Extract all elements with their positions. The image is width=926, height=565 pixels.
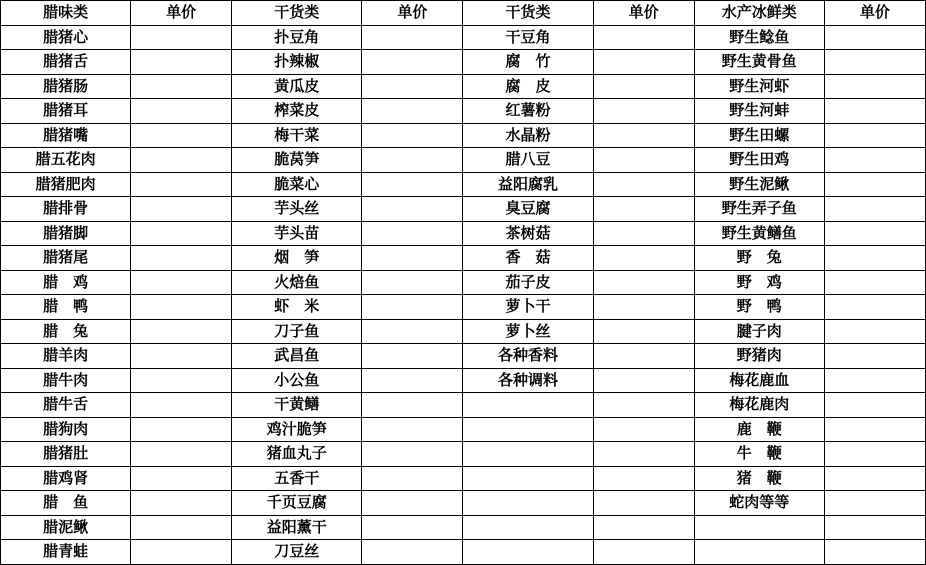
- item-name-cell: 腊猪心: [1, 25, 131, 50]
- price-cell[interactable]: [362, 172, 463, 197]
- price-cell[interactable]: [824, 515, 925, 540]
- price-cell[interactable]: [362, 74, 463, 99]
- item-name-cell: [694, 540, 824, 565]
- price-cell[interactable]: [131, 246, 232, 271]
- column-header-category-1: 腊味类: [1, 1, 131, 26]
- item-name-cell: 腐 竹: [463, 50, 593, 75]
- item-name-cell: 红薯粉: [463, 99, 593, 124]
- item-name-cell: 腊羊肉: [1, 344, 131, 369]
- item-name-cell: 猪 鞭: [694, 466, 824, 491]
- price-cell[interactable]: [362, 442, 463, 467]
- column-header-price-4: 单价: [824, 1, 925, 26]
- table-row: [1, 515, 926, 540]
- price-cell[interactable]: [824, 368, 925, 393]
- table-row: [1, 319, 926, 344]
- table-row: [1, 540, 926, 565]
- item-name-cell: 梅花鹿肉: [694, 393, 824, 418]
- item-name-cell: [463, 540, 593, 565]
- item-name-cell: 刀豆丝: [232, 540, 362, 565]
- price-cell[interactable]: [362, 417, 463, 442]
- column-header-price-2: 单价: [362, 1, 463, 26]
- item-name-cell: [463, 466, 593, 491]
- table-header: [1, 1, 926, 26]
- table-row: [1, 466, 926, 491]
- table-row: [1, 74, 926, 99]
- price-cell[interactable]: [131, 172, 232, 197]
- item-name-cell: 腊狗肉: [1, 417, 131, 442]
- price-cell[interactable]: [824, 466, 925, 491]
- item-name-cell: 脆菜心: [232, 172, 362, 197]
- price-cell[interactable]: [593, 540, 694, 565]
- item-name-cell: 益阳薰干: [232, 515, 362, 540]
- price-cell[interactable]: [824, 123, 925, 148]
- item-name-cell: 水晶粉: [463, 123, 593, 148]
- price-cell[interactable]: [824, 99, 925, 124]
- price-cell[interactable]: [593, 393, 694, 418]
- price-cell[interactable]: [362, 515, 463, 540]
- table-row: [1, 123, 926, 148]
- item-name-cell: 火焙鱼: [232, 270, 362, 295]
- item-name-cell: 腊猪舌: [1, 50, 131, 75]
- item-name-cell: 野生弄子鱼: [694, 197, 824, 222]
- item-name-cell: 臭豆腐: [463, 197, 593, 222]
- table-row: [1, 50, 926, 75]
- item-name-cell: 各种香料: [463, 344, 593, 369]
- item-name-cell: 野生鲶鱼: [694, 25, 824, 50]
- item-name-cell: 腊 鱼: [1, 491, 131, 516]
- price-cell[interactable]: [362, 99, 463, 124]
- item-name-cell: 腱子肉: [694, 319, 824, 344]
- table-row: [1, 417, 926, 442]
- price-cell[interactable]: [593, 368, 694, 393]
- item-name-cell: 芋头苗: [232, 221, 362, 246]
- price-cell[interactable]: [362, 368, 463, 393]
- table-row: [1, 25, 926, 50]
- item-name-cell: 野生河蚌: [694, 99, 824, 124]
- price-cell[interactable]: [593, 25, 694, 50]
- price-cell[interactable]: [593, 197, 694, 222]
- price-cell[interactable]: [131, 221, 232, 246]
- item-name-cell: 五香干: [232, 466, 362, 491]
- item-name-cell: 腊 兔: [1, 319, 131, 344]
- price-cell[interactable]: [824, 417, 925, 442]
- item-name-cell: 腊猪肥肉: [1, 172, 131, 197]
- item-name-cell: 干豆角: [463, 25, 593, 50]
- item-name-cell: 野 鸡: [694, 270, 824, 295]
- item-name-cell: 黄瓜皮: [232, 74, 362, 99]
- price-cell[interactable]: [593, 344, 694, 369]
- table-row: [1, 295, 926, 320]
- price-cell[interactable]: [131, 74, 232, 99]
- item-name-cell: 野生黄骨鱼: [694, 50, 824, 75]
- item-name-cell: 脆莴笋: [232, 148, 362, 173]
- item-name-cell: 腊牛舌: [1, 393, 131, 418]
- price-cell[interactable]: [593, 148, 694, 173]
- item-name-cell: 萝卜干: [463, 295, 593, 320]
- header-row: [1, 1, 926, 26]
- item-name-cell: 腊五花肉: [1, 148, 131, 173]
- column-header-price-1: 单价: [131, 1, 232, 26]
- price-cell[interactable]: [593, 99, 694, 124]
- item-name-cell: 刀子鱼: [232, 319, 362, 344]
- item-name-cell: 各种调料: [463, 368, 593, 393]
- table-row: [1, 344, 926, 369]
- price-cell[interactable]: [362, 50, 463, 75]
- item-name-cell: 茶树菇: [463, 221, 593, 246]
- item-name-cell: 腊猪脚: [1, 221, 131, 246]
- item-name-cell: 牛 鞭: [694, 442, 824, 467]
- item-name-cell: 小公鱼: [232, 368, 362, 393]
- item-name-cell: [463, 515, 593, 540]
- item-name-cell: 腊八豆: [463, 148, 593, 173]
- price-cell[interactable]: [131, 540, 232, 565]
- item-name-cell: 腊鸡肾: [1, 466, 131, 491]
- item-name-cell: 野生黄鳝鱼: [694, 221, 824, 246]
- item-name-cell: 腊 鸡: [1, 270, 131, 295]
- price-cell[interactable]: [362, 221, 463, 246]
- price-cell[interactable]: [131, 466, 232, 491]
- price-cell[interactable]: [131, 393, 232, 418]
- price-cell[interactable]: [131, 148, 232, 173]
- price-cell[interactable]: [131, 197, 232, 222]
- price-cell[interactable]: [593, 74, 694, 99]
- item-name-cell: 腊猪嘴: [1, 123, 131, 148]
- price-cell[interactable]: [824, 319, 925, 344]
- item-name-cell: 鸡汁脆笋: [232, 417, 362, 442]
- price-cell[interactable]: [824, 344, 925, 369]
- item-name-cell: 猪血丸子: [232, 442, 362, 467]
- price-cell[interactable]: [362, 270, 463, 295]
- item-name-cell: 野 鸭: [694, 295, 824, 320]
- price-cell[interactable]: [824, 540, 925, 565]
- price-cell[interactable]: [824, 295, 925, 320]
- price-cell[interactable]: [131, 344, 232, 369]
- item-name-cell: 腊青蛙: [1, 540, 131, 565]
- table-row: [1, 246, 926, 271]
- item-name-cell: [463, 393, 593, 418]
- price-cell[interactable]: [131, 295, 232, 320]
- price-cell[interactable]: [131, 50, 232, 75]
- price-cell[interactable]: [824, 270, 925, 295]
- price-cell[interactable]: [362, 344, 463, 369]
- price-cell[interactable]: [593, 442, 694, 467]
- price-cell[interactable]: [593, 172, 694, 197]
- table-row: [1, 221, 926, 246]
- price-cell[interactable]: [362, 491, 463, 516]
- price-cell[interactable]: [824, 50, 925, 75]
- item-name-cell: 梅干菜: [232, 123, 362, 148]
- item-name-cell: 腊猪肚: [1, 442, 131, 467]
- price-cell[interactable]: [593, 466, 694, 491]
- price-cell[interactable]: [362, 466, 463, 491]
- price-cell[interactable]: [593, 417, 694, 442]
- item-name-cell: 蛇肉等等: [694, 491, 824, 516]
- table-row: [1, 99, 926, 124]
- price-cell[interactable]: [824, 197, 925, 222]
- item-name-cell: 野生田鸡: [694, 148, 824, 173]
- table-row: [1, 393, 926, 418]
- item-name-cell: 虾 米: [232, 295, 362, 320]
- price-cell[interactable]: [593, 246, 694, 271]
- price-cell[interactable]: [593, 50, 694, 75]
- item-name-cell: 腐 皮: [463, 74, 593, 99]
- column-header-price-3: 单价: [593, 1, 694, 26]
- item-name-cell: [463, 491, 593, 516]
- item-name-cell: 茄子皮: [463, 270, 593, 295]
- price-cell[interactable]: [824, 442, 925, 467]
- price-cell[interactable]: [593, 270, 694, 295]
- price-cell[interactable]: [131, 368, 232, 393]
- table-body: [1, 25, 926, 564]
- price-cell[interactable]: [593, 295, 694, 320]
- item-name-cell: 腊泥鳅: [1, 515, 131, 540]
- item-name-cell: 腊 鸭: [1, 295, 131, 320]
- price-cell[interactable]: [593, 491, 694, 516]
- price-cell[interactable]: [131, 319, 232, 344]
- price-cell[interactable]: [824, 246, 925, 271]
- item-name-cell: [463, 442, 593, 467]
- table-row: [1, 442, 926, 467]
- item-name-cell: 干黄鳝: [232, 393, 362, 418]
- item-name-cell: 腊猪肠: [1, 74, 131, 99]
- item-name-cell: 萝卜丝: [463, 319, 593, 344]
- item-name-cell: 野猪肉: [694, 344, 824, 369]
- item-name-cell: 扑辣椒: [232, 50, 362, 75]
- price-cell[interactable]: [824, 491, 925, 516]
- item-name-cell: 腊猪耳: [1, 99, 131, 124]
- item-name-cell: 腊牛肉: [1, 368, 131, 393]
- price-cell[interactable]: [824, 393, 925, 418]
- price-cell[interactable]: [131, 417, 232, 442]
- table-row: [1, 197, 926, 222]
- item-name-cell: 野 兔: [694, 246, 824, 271]
- price-cell[interactable]: [131, 515, 232, 540]
- table-row: [1, 368, 926, 393]
- price-cell[interactable]: [362, 197, 463, 222]
- item-name-cell: 益阳腐乳: [463, 172, 593, 197]
- price-cell[interactable]: [362, 295, 463, 320]
- price-cell[interactable]: [362, 123, 463, 148]
- item-name-cell: 芋头丝: [232, 197, 362, 222]
- price-cell[interactable]: [131, 99, 232, 124]
- table-row: [1, 270, 926, 295]
- table-row: [1, 148, 926, 173]
- column-header-category-4: 水产冰鲜类: [694, 1, 824, 26]
- item-name-cell: 榨菜皮: [232, 99, 362, 124]
- price-cell[interactable]: [824, 148, 925, 173]
- price-cell[interactable]: [362, 319, 463, 344]
- price-cell[interactable]: [593, 319, 694, 344]
- item-name-cell: 梅花鹿血: [694, 368, 824, 393]
- price-cell[interactable]: [131, 25, 232, 50]
- table-row: [1, 491, 926, 516]
- item-name-cell: 野生田螺: [694, 123, 824, 148]
- price-cell[interactable]: [131, 270, 232, 295]
- table-row: [1, 172, 926, 197]
- item-name-cell: [463, 417, 593, 442]
- column-header-category-3: 干货类: [463, 1, 593, 26]
- price-cell[interactable]: [362, 393, 463, 418]
- price-cell[interactable]: [593, 221, 694, 246]
- item-name-cell: 鹿 鞭: [694, 417, 824, 442]
- price-cell[interactable]: [824, 74, 925, 99]
- item-name-cell: 野生河虾: [694, 74, 824, 99]
- item-name-cell: 扑豆角: [232, 25, 362, 50]
- price-cell[interactable]: [593, 123, 694, 148]
- item-name-cell: 野生泥鳅: [694, 172, 824, 197]
- price-cell[interactable]: [362, 246, 463, 271]
- item-name-cell: 香 菇: [463, 246, 593, 271]
- item-name-cell: [694, 515, 824, 540]
- price-cell[interactable]: [362, 540, 463, 565]
- price-cell[interactable]: [131, 442, 232, 467]
- item-name-cell: 腊猪尾: [1, 246, 131, 271]
- price-cell[interactable]: [593, 515, 694, 540]
- price-cell[interactable]: [362, 25, 463, 50]
- price-cell[interactable]: [362, 148, 463, 173]
- price-cell[interactable]: [131, 491, 232, 516]
- price-cell[interactable]: [131, 123, 232, 148]
- column-header-category-2: 干货类: [232, 1, 362, 26]
- price-cell[interactable]: [824, 172, 925, 197]
- item-name-cell: 武昌鱼: [232, 344, 362, 369]
- price-cell[interactable]: [824, 221, 925, 246]
- item-name-cell: 烟 笋: [232, 246, 362, 271]
- item-name-cell: 腊排骨: [1, 197, 131, 222]
- price-cell[interactable]: [824, 25, 925, 50]
- item-name-cell: 千页豆腐: [232, 491, 362, 516]
